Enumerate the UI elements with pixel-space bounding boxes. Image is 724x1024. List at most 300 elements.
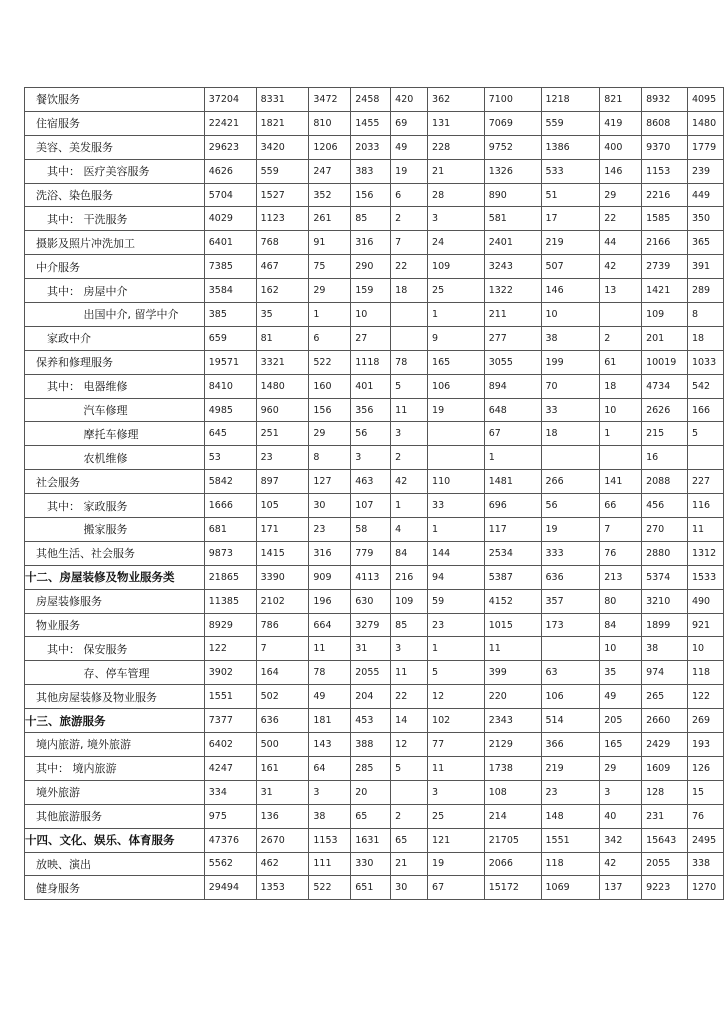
table-cell: 15172 — [484, 876, 541, 900]
table-cell: 2880 — [642, 541, 688, 565]
table-cell: 3321 — [256, 350, 309, 374]
table-cell: 383 — [351, 159, 391, 183]
table-cell: 261 — [309, 207, 351, 231]
table-cell: 3210 — [642, 589, 688, 613]
table-cell: 10019 — [642, 350, 688, 374]
table-cell: 5704 — [204, 183, 256, 207]
row-label: 其中： 电器维修 — [25, 374, 205, 398]
table-cell: 5 — [428, 661, 485, 685]
table-cell: 61 — [600, 350, 642, 374]
table-cell — [541, 446, 600, 470]
table-cell: 400 — [600, 135, 642, 159]
table-cell: 1738 — [484, 756, 541, 780]
table-cell: 21 — [428, 159, 485, 183]
table-cell: 502 — [256, 685, 309, 709]
table-cell: 316 — [309, 541, 351, 565]
table-cell: 8932 — [642, 88, 688, 112]
table-cell: 1312 — [687, 541, 723, 565]
table-cell: 38 — [642, 637, 688, 661]
table-cell: 219 — [541, 756, 600, 780]
table-cell: 2660 — [642, 709, 688, 733]
table-cell: 1551 — [204, 685, 256, 709]
table-cell: 277 — [484, 326, 541, 350]
row-label: 物业服务 — [25, 613, 205, 637]
table-cell: 559 — [256, 159, 309, 183]
table-cell: 2055 — [351, 661, 391, 685]
table-cell: 85 — [351, 207, 391, 231]
table-cell: 350 — [687, 207, 723, 231]
table-cell: 8 — [309, 446, 351, 470]
table-cell: 33 — [428, 494, 485, 518]
table-row — [25, 541, 724, 565]
table-cell: 215 — [642, 422, 688, 446]
table-cell: 19 — [428, 852, 485, 876]
table-cell: 7 — [391, 231, 428, 255]
row-label: 住宿服务 — [25, 111, 205, 135]
table-cell: 49 — [600, 685, 642, 709]
table-cell: 251 — [256, 422, 309, 446]
table-cell: 507 — [541, 255, 600, 279]
table-cell: 22 — [391, 255, 428, 279]
table-cell: 3584 — [204, 279, 256, 303]
table-cell: 58 — [351, 518, 391, 542]
table-cell: 111 — [309, 852, 351, 876]
table-cell: 921 — [687, 613, 723, 637]
table-cell: 4734 — [642, 374, 688, 398]
table-row — [25, 494, 724, 518]
table-cell: 27 — [351, 326, 391, 350]
table-row — [25, 374, 724, 398]
table-cell: 333 — [541, 541, 600, 565]
table-cell: 2066 — [484, 852, 541, 876]
table-cell: 1 — [484, 446, 541, 470]
table-cell: 38 — [309, 804, 351, 828]
table-cell: 29 — [600, 756, 642, 780]
table-cell: 1386 — [541, 135, 600, 159]
table-cell: 84 — [600, 613, 642, 637]
table-cell: 30 — [309, 494, 351, 518]
table-cell: 25 — [428, 279, 485, 303]
table-cell — [391, 303, 428, 327]
table-cell: 64 — [309, 756, 351, 780]
table-cell: 909 — [309, 565, 351, 589]
table-cell: 227 — [687, 470, 723, 494]
table-cell: 106 — [541, 685, 600, 709]
table-cell: 12 — [391, 733, 428, 757]
table-cell: 213 — [600, 565, 642, 589]
table-cell: 3 — [391, 637, 428, 661]
table-cell: 1585 — [642, 207, 688, 231]
row-label: 其中： 房屋中介 — [25, 279, 205, 303]
table-cell: 70 — [541, 374, 600, 398]
table-cell: 121 — [428, 828, 485, 852]
table-cell: 19571 — [204, 350, 256, 374]
table-cell: 216 — [391, 565, 428, 589]
table-cell: 664 — [309, 613, 351, 637]
table-cell: 127 — [309, 470, 351, 494]
table-cell: 109 — [642, 303, 688, 327]
table-cell: 116 — [687, 494, 723, 518]
table-cell: 3472 — [309, 88, 351, 112]
table-cell: 1609 — [642, 756, 688, 780]
table-cell — [391, 780, 428, 804]
table-cell: 2088 — [642, 470, 688, 494]
table-cell: 3 — [391, 422, 428, 446]
row-label: 美容、美发服务 — [25, 135, 205, 159]
table-cell: 136 — [256, 804, 309, 828]
table-cell: 24 — [428, 231, 485, 255]
table-cell: 11 — [391, 661, 428, 685]
table-cell: 47376 — [204, 828, 256, 852]
row-label: 搬家服务 — [25, 518, 205, 542]
table-cell: 768 — [256, 231, 309, 255]
table-cell: 659 — [204, 326, 256, 350]
table-cell: 1 — [309, 303, 351, 327]
row-label: 其他旅游服务 — [25, 804, 205, 828]
table-cell: 3 — [309, 780, 351, 804]
table-row — [25, 804, 724, 828]
table-cell: 156 — [309, 398, 351, 422]
table-cell: 84 — [391, 541, 428, 565]
row-label: 其中： 家政服务 — [25, 494, 205, 518]
table-row — [25, 326, 724, 350]
table-cell: 10 — [600, 398, 642, 422]
table-row — [25, 852, 724, 876]
table-cell: 2 — [391, 446, 428, 470]
table-cell: 37204 — [204, 88, 256, 112]
table-cell: 204 — [351, 685, 391, 709]
table-cell: 7385 — [204, 255, 256, 279]
table-cell: 401 — [351, 374, 391, 398]
table-cell: 1481 — [484, 470, 541, 494]
table-cell: 67 — [428, 876, 485, 900]
table-cell: 696 — [484, 494, 541, 518]
table-cell: 23 — [256, 446, 309, 470]
table-cell: 388 — [351, 733, 391, 757]
table-row — [25, 470, 724, 494]
table-cell: 2 — [391, 207, 428, 231]
table-cell: 1480 — [687, 111, 723, 135]
table-cell: 894 — [484, 374, 541, 398]
table-cell: 63 — [541, 661, 600, 685]
table-cell: 10 — [541, 303, 600, 327]
row-label: 餐饮服务 — [25, 88, 205, 112]
table-cell: 4152 — [484, 589, 541, 613]
table-cell: 6 — [309, 326, 351, 350]
table-cell: 25 — [428, 804, 485, 828]
table-cell: 17 — [541, 207, 600, 231]
table-cell: 2055 — [642, 852, 688, 876]
table-cell: 109 — [428, 255, 485, 279]
table-cell: 365 — [687, 231, 723, 255]
table-cell: 16 — [642, 446, 688, 470]
table-cell: 9752 — [484, 135, 541, 159]
table-cell: 419 — [600, 111, 642, 135]
table-cell — [391, 326, 428, 350]
table-cell: 467 — [256, 255, 309, 279]
table-cell: 29 — [309, 279, 351, 303]
table-cell: 1631 — [351, 828, 391, 852]
table-cell: 1322 — [484, 279, 541, 303]
table-cell: 160 — [309, 374, 351, 398]
table-row — [25, 159, 724, 183]
table-cell: 11 — [484, 637, 541, 661]
table-cell: 29623 — [204, 135, 256, 159]
table-cell: 3420 — [256, 135, 309, 159]
table-cell — [428, 446, 485, 470]
table-cell: 265 — [642, 685, 688, 709]
table-cell: 1015 — [484, 613, 541, 637]
table-cell: 118 — [541, 852, 600, 876]
table-cell: 80 — [600, 589, 642, 613]
table-cell: 231 — [642, 804, 688, 828]
row-label: 其他房屋装修及物业服务 — [25, 685, 205, 709]
table-cell: 786 — [256, 613, 309, 637]
row-label: 保养和修理服务 — [25, 350, 205, 374]
table-cell: 266 — [541, 470, 600, 494]
row-label: 洗浴、染色服务 — [25, 183, 205, 207]
row-label: 家政中介 — [25, 326, 205, 350]
table-cell: 29 — [600, 183, 642, 207]
table-cell: 533 — [541, 159, 600, 183]
table-cell: 9873 — [204, 541, 256, 565]
table-cell: 2033 — [351, 135, 391, 159]
table-cell: 1153 — [309, 828, 351, 852]
table-cell: 357 — [541, 589, 600, 613]
row-label: 出国中介, 留学中介 — [25, 303, 205, 327]
table-cell: 342 — [600, 828, 642, 852]
table-cell: 1533 — [687, 565, 723, 589]
table-cell: 9370 — [642, 135, 688, 159]
row-label: 其中： 境内旅游 — [25, 756, 205, 780]
table-cell: 1 — [428, 303, 485, 327]
row-label: 房屋装修服务 — [25, 589, 205, 613]
table-cell: 107 — [351, 494, 391, 518]
table-cell: 681 — [204, 518, 256, 542]
table-cell: 42 — [600, 852, 642, 876]
table-cell: 69 — [391, 111, 428, 135]
table-cell: 156 — [351, 183, 391, 207]
table-cell: 51 — [541, 183, 600, 207]
table-cell: 23 — [541, 780, 600, 804]
table-cell: 173 — [541, 613, 600, 637]
row-label: 摩托车修理 — [25, 422, 205, 446]
table-cell: 500 — [256, 733, 309, 757]
table-row — [25, 350, 724, 374]
table-row — [25, 733, 724, 757]
table-cell: 42 — [600, 255, 642, 279]
table-cell: 102 — [428, 709, 485, 733]
table-cell: 420 — [391, 88, 428, 112]
table-cell: 2129 — [484, 733, 541, 757]
table-cell: 19 — [391, 159, 428, 183]
table-cell: 559 — [541, 111, 600, 135]
table-body — [25, 88, 724, 900]
table-cell: 146 — [600, 159, 642, 183]
table-cell: 78 — [309, 661, 351, 685]
table-cell: 8 — [687, 303, 723, 327]
table-cell: 1326 — [484, 159, 541, 183]
table-cell: 49 — [391, 135, 428, 159]
table-cell: 239 — [687, 159, 723, 183]
table-cell: 6401 — [204, 231, 256, 255]
row-label: 中介服务 — [25, 255, 205, 279]
table-cell: 65 — [391, 828, 428, 852]
table-cell: 975 — [204, 804, 256, 828]
table-cell: 30 — [391, 876, 428, 900]
table-cell: 21865 — [204, 565, 256, 589]
table-cell: 3279 — [351, 613, 391, 637]
table-cell: 1666 — [204, 494, 256, 518]
table-cell: 2458 — [351, 88, 391, 112]
table-cell: 2626 — [642, 398, 688, 422]
table-cell: 159 — [351, 279, 391, 303]
table-cell: 5 — [687, 422, 723, 446]
table-cell: 9 — [428, 326, 485, 350]
table-cell: 285 — [351, 756, 391, 780]
table-cell: 5842 — [204, 470, 256, 494]
row-label: 摄影及照片冲洗加工 — [25, 231, 205, 255]
table-cell: 23 — [309, 518, 351, 542]
table-row — [25, 446, 724, 470]
table-cell: 897 — [256, 470, 309, 494]
table-cell: 146 — [541, 279, 600, 303]
table-cell: 22 — [600, 207, 642, 231]
table-cell: 1123 — [256, 207, 309, 231]
table-cell: 630 — [351, 589, 391, 613]
table-cell: 94 — [428, 565, 485, 589]
table-cell: 75 — [309, 255, 351, 279]
table-cell: 4113 — [351, 565, 391, 589]
table-cell: 453 — [351, 709, 391, 733]
table-cell: 228 — [428, 135, 485, 159]
table-cell: 29494 — [204, 876, 256, 900]
table-cell: 4985 — [204, 398, 256, 422]
table-cell: 2343 — [484, 709, 541, 733]
table-cell: 1218 — [541, 88, 600, 112]
table-cell: 356 — [351, 398, 391, 422]
table-cell: 7 — [256, 637, 309, 661]
table-cell: 18 — [600, 374, 642, 398]
table-cell: 205 — [600, 709, 642, 733]
table-cell: 247 — [309, 159, 351, 183]
row-label: 农机维修 — [25, 446, 205, 470]
table-cell: 2429 — [642, 733, 688, 757]
table-cell: 21 — [391, 852, 428, 876]
table-cell: 56 — [541, 494, 600, 518]
table-row — [25, 303, 724, 327]
table-cell: 141 — [600, 470, 642, 494]
table-cell: 3243 — [484, 255, 541, 279]
table-cell: 1069 — [541, 876, 600, 900]
row-label: 其他生活、社会服务 — [25, 541, 205, 565]
table-cell: 338 — [687, 852, 723, 876]
table-cell: 7069 — [484, 111, 541, 135]
table-cell: 366 — [541, 733, 600, 757]
table-cell: 85 — [391, 613, 428, 637]
table-cell: 18 — [541, 422, 600, 446]
table-cell: 3902 — [204, 661, 256, 685]
table-cell: 391 — [687, 255, 723, 279]
table-cell: 20 — [351, 780, 391, 804]
table-cell: 514 — [541, 709, 600, 733]
table-cell: 7100 — [484, 88, 541, 112]
table-cell: 42 — [391, 470, 428, 494]
row-label: 其中： 保安服务 — [25, 637, 205, 661]
row-label: 健身服务 — [25, 876, 205, 900]
table-cell: 10 — [600, 637, 642, 661]
table-cell: 1551 — [541, 828, 600, 852]
table-cell: 18 — [391, 279, 428, 303]
table-cell: 290 — [351, 255, 391, 279]
table-cell: 490 — [687, 589, 723, 613]
table-cell: 3390 — [256, 565, 309, 589]
table-cell: 196 — [309, 589, 351, 613]
table-cell: 8410 — [204, 374, 256, 398]
table-cell: 181 — [309, 709, 351, 733]
table-cell: 53 — [204, 446, 256, 470]
table-cell: 636 — [256, 709, 309, 733]
table-cell: 110 — [428, 470, 485, 494]
table-cell: 56 — [351, 422, 391, 446]
table-cell: 2216 — [642, 183, 688, 207]
table-cell: 960 — [256, 398, 309, 422]
table-cell: 67 — [484, 422, 541, 446]
table-cell: 77 — [428, 733, 485, 757]
table-cell: 131 — [428, 111, 485, 135]
table-cell: 21705 — [484, 828, 541, 852]
table-cell: 1779 — [687, 135, 723, 159]
table-cell: 821 — [600, 88, 642, 112]
table-cell: 2 — [391, 804, 428, 828]
table-cell: 164 — [256, 661, 309, 685]
row-label: 其中： 医疗美容服务 — [25, 159, 205, 183]
table-cell: 19 — [428, 398, 485, 422]
table-cell: 1206 — [309, 135, 351, 159]
table-cell: 4029 — [204, 207, 256, 231]
table-cell: 2 — [600, 326, 642, 350]
table-cell: 126 — [687, 756, 723, 780]
table-cell: 3 — [600, 780, 642, 804]
table-cell: 1 — [600, 422, 642, 446]
table-cell: 3 — [428, 780, 485, 804]
table-row — [25, 637, 724, 661]
table-cell: 269 — [687, 709, 723, 733]
table-cell: 12 — [428, 685, 485, 709]
table-cell: 5562 — [204, 852, 256, 876]
table-row — [25, 613, 724, 637]
table-cell — [428, 422, 485, 446]
table-cell: 399 — [484, 661, 541, 685]
table-cell: 91 — [309, 231, 351, 255]
table-cell: 636 — [541, 565, 600, 589]
table-cell: 8608 — [642, 111, 688, 135]
table-cell: 581 — [484, 207, 541, 231]
table-cell: 161 — [256, 756, 309, 780]
table-cell: 122 — [204, 637, 256, 661]
row-label: 放映、演出 — [25, 852, 205, 876]
table-cell: 117 — [484, 518, 541, 542]
table-row — [25, 279, 724, 303]
table-cell: 162 — [256, 279, 309, 303]
table-cell: 38 — [541, 326, 600, 350]
table-row — [25, 709, 724, 733]
table-cell: 118 — [687, 661, 723, 685]
row-label: 境外旅游 — [25, 780, 205, 804]
row-label: 十三、旅游服务 — [25, 709, 205, 733]
table-cell: 19 — [541, 518, 600, 542]
table-cell: 22 — [391, 685, 428, 709]
